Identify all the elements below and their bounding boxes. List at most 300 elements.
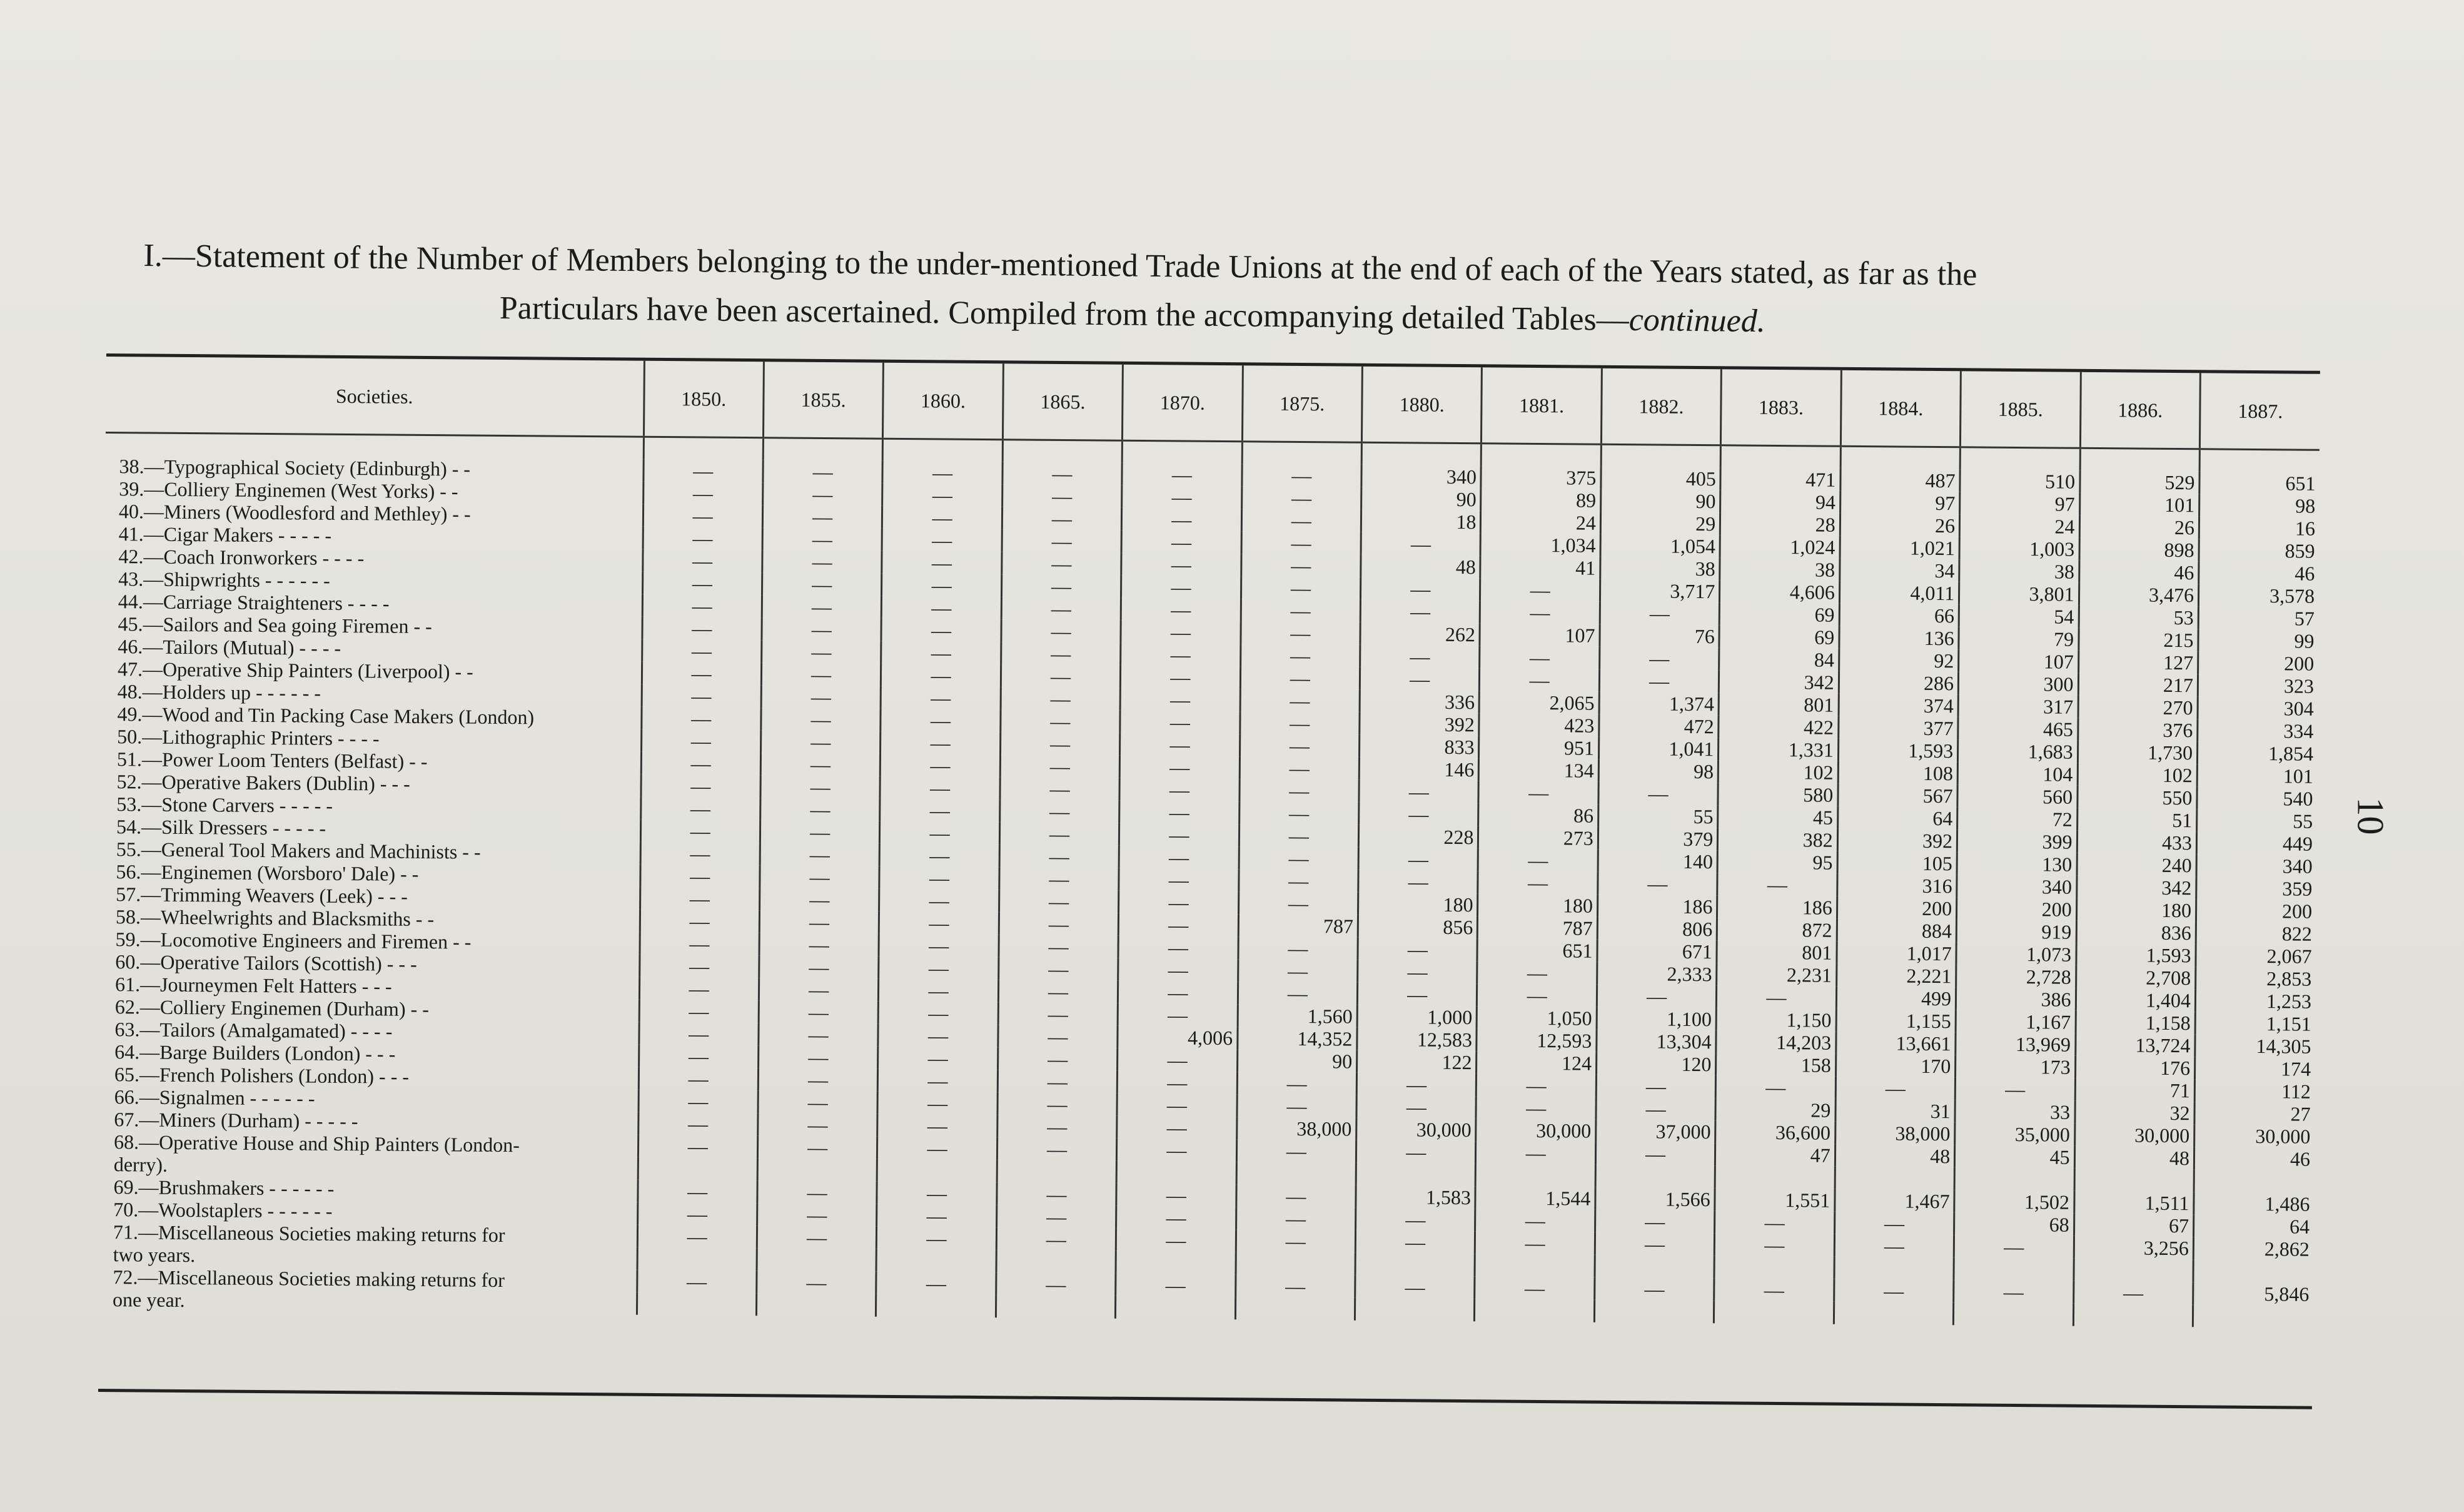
member-count-cell: 340	[1361, 465, 1482, 489]
member-count-cell: 471	[1720, 467, 1840, 491]
member-count-cell: —	[1361, 532, 1481, 556]
member-count-cell	[996, 1250, 1116, 1274]
member-count-cell: 32	[2074, 1101, 2194, 1125]
member-count-cell: —	[880, 776, 1000, 800]
member-count-cell: 107	[1480, 623, 1600, 647]
member-count-cell: —	[1118, 936, 1238, 960]
member-count-cell: 28	[1720, 512, 1840, 536]
member-count-cell: —	[1239, 801, 1359, 825]
member-count-cell: 859	[2199, 539, 2319, 562]
member-count-cell: 215	[2078, 628, 2198, 652]
member-count-cell: —	[639, 932, 759, 956]
title-continued: continued.	[1628, 302, 1766, 340]
member-count-cell: —	[1475, 1231, 1595, 1255]
member-count-cell: 14,203	[1716, 1030, 1836, 1054]
member-count-cell: —	[1236, 1139, 1356, 1163]
member-count-cell: —	[878, 1047, 998, 1070]
society-name-cell: 69.—Brushmakers - - - - - -	[113, 1175, 335, 1200]
member-count-cell: —	[759, 1023, 879, 1047]
member-count-cell: —	[1360, 600, 1480, 624]
member-count-cell: 127	[2078, 651, 2198, 674]
member-count-cell: —	[1599, 647, 1719, 671]
member-count-cell: —	[1117, 1071, 1237, 1095]
column-header-year: 1881.	[1482, 367, 1602, 444]
column-header-year: 1885.	[1961, 371, 2081, 448]
member-count-cell: —	[760, 753, 881, 776]
member-count-cell: 1,566	[1595, 1187, 1715, 1211]
member-count-cell: —	[999, 822, 1119, 846]
member-count-cell: 336	[1360, 690, 1480, 714]
member-count-cell: —	[642, 572, 762, 596]
member-count-cell: —	[1241, 576, 1361, 600]
member-count-cell: 200	[1837, 896, 1957, 920]
member-count-cell: 37,000	[1596, 1120, 1716, 1144]
member-count-cell: —	[762, 572, 882, 596]
column-header-year: 1855.	[763, 362, 883, 439]
member-count-cell: 884	[1837, 919, 1957, 943]
member-count-cell: —	[1001, 597, 1121, 621]
member-count-cell: —	[642, 594, 762, 618]
society-name-cell: 53.—Stone Carvers - - - - -	[116, 793, 333, 817]
member-count-cell: 3,256	[2074, 1236, 2194, 1260]
member-count-cell: 55	[1598, 804, 1719, 828]
society-name-cell: 66.—Signalmen - - - - - -	[114, 1085, 315, 1110]
member-count-cell: —	[1001, 687, 1121, 711]
member-count-cell: 1,000	[1357, 1005, 1477, 1029]
member-count-cell: —	[879, 911, 999, 935]
member-count-cell	[1595, 1255, 1715, 1279]
society-name-cell: 42.—Coach Ironworkers - - - -	[118, 545, 365, 570]
member-count-cell: 68	[1954, 1212, 2074, 1236]
member-count-cell: —	[2073, 1281, 2193, 1305]
society-name-cell: 56.—Enginemen (Worsboro' Dale) - -	[116, 860, 419, 885]
member-count-cell: —	[762, 550, 882, 574]
member-count-cell: —	[1121, 666, 1241, 689]
member-count-cell: —	[1480, 668, 1600, 692]
member-count-cell	[1116, 1251, 1236, 1275]
member-count-cell	[1116, 1296, 1236, 1320]
member-count-cell	[1475, 1299, 1595, 1322]
member-count-cell	[1834, 1257, 1954, 1281]
member-count-cell: 30,000	[2194, 1124, 2315, 1148]
member-count-cell: —	[1238, 869, 1358, 893]
member-count-cell: —	[641, 729, 761, 753]
member-count-cell: 67	[2074, 1214, 2194, 1237]
member-count-cell	[1355, 1298, 1475, 1322]
member-count-cell: —	[1595, 1232, 1715, 1256]
member-count-cell: —	[1475, 1276, 1595, 1300]
member-count-cell: —	[1358, 848, 1478, 871]
member-count-cell: —	[1596, 1075, 1716, 1098]
member-count-cell: —	[758, 1113, 878, 1137]
member-count-cell: —	[1240, 779, 1360, 803]
member-count-cell: —	[1477, 1073, 1597, 1097]
member-count-cell: —	[1480, 646, 1600, 669]
member-count-cell: —	[639, 1000, 759, 1023]
member-count-cell	[996, 1295, 1116, 1319]
member-count-cell: —	[762, 617, 882, 641]
member-count-cell: 382	[1718, 828, 1838, 851]
member-count-cell: —	[1117, 1139, 1237, 1162]
member-count-cell: 1,041	[1598, 737, 1719, 761]
member-count-cell: 16	[2199, 516, 2319, 540]
member-count-cell: —	[999, 867, 1119, 891]
society-name-cell: 47.—Operative Ship Painters (Liverpool) - -	[117, 657, 473, 683]
member-count-cell	[1714, 1301, 1834, 1324]
society-name-cell: 39.—Colliery Enginemen (West Yorks) - -	[119, 477, 458, 503]
member-count-cell: 94	[1720, 490, 1840, 514]
member-count-cell: —	[642, 639, 762, 663]
member-count-cell: —	[1116, 1274, 1236, 1297]
member-count-cell: 651	[1477, 938, 1597, 962]
member-count-cell: 787	[1238, 914, 1358, 938]
member-count-cell: —	[998, 1002, 1118, 1026]
member-count-cell: 84	[1719, 647, 1839, 671]
member-count-cell: 262	[1360, 622, 1480, 646]
member-count-cell: —	[1595, 1142, 1715, 1166]
member-count-cell: 1,467	[1835, 1189, 1955, 1213]
member-count-cell: 120	[1596, 1052, 1716, 1076]
member-count-cell: —	[1121, 598, 1241, 622]
member-count-cell: 98	[1598, 759, 1719, 783]
member-count-cell: —	[1000, 732, 1120, 756]
member-count-cell: 286	[1839, 671, 1959, 695]
member-count-cell: 180	[1478, 893, 1598, 917]
member-count-cell: —	[1475, 1209, 1595, 1232]
member-count-cell: —	[877, 1114, 997, 1138]
member-count-cell: —	[881, 731, 1001, 755]
member-count-cell: —	[998, 957, 1118, 981]
society-name-cell: 50.—Lithographic Printers - - - -	[117, 725, 380, 750]
society-name-cell: 70.—Woolstaplers - - - - - -	[113, 1198, 333, 1222]
member-count-cell	[1835, 1167, 1955, 1190]
member-count-cell: —	[1237, 1072, 1357, 1095]
member-count-cell: —	[642, 684, 762, 708]
member-count-cell: —	[757, 1225, 877, 1249]
member-count-cell: —	[882, 484, 1002, 507]
member-count-cell: —	[763, 460, 883, 484]
member-count-cell: 1,486	[2194, 1192, 2314, 1215]
member-count-cell: —	[1596, 1097, 1716, 1121]
member-count-cell: —	[1241, 531, 1361, 555]
member-count-cell: 510	[1960, 469, 2080, 493]
member-count-cell: —	[879, 979, 999, 1003]
member-count-cell: 1,155	[1836, 1009, 1956, 1033]
member-count-cell: —	[1118, 1048, 1238, 1072]
member-count-cell: 1,100	[1597, 1007, 1717, 1031]
member-count-cell: —	[880, 799, 1000, 823]
member-count-cell: —	[640, 887, 760, 911]
member-count-cell: —	[1241, 621, 1361, 645]
member-count-cell: —	[881, 664, 1001, 688]
member-count-cell: 433	[2077, 831, 2197, 855]
member-count-cell: 48	[1835, 1144, 1955, 1168]
member-count-cell: —	[1241, 599, 1361, 622]
member-count-cell: —	[638, 1112, 758, 1136]
member-count-cell: 55	[2197, 809, 2317, 833]
member-count-cell: 36,600	[1715, 1120, 1835, 1144]
member-count-cell: 567	[1838, 784, 1958, 808]
society-name-cell: 64.—Barge Builders (London) - - -	[114, 1040, 396, 1065]
member-count-cell: 30,000	[1356, 1118, 1477, 1142]
member-count-cell: —	[758, 1068, 878, 1092]
member-count-cell: —	[997, 1182, 1117, 1206]
society-name-cell: 51.—Power Loom Tenters (Belfast) - -	[116, 748, 428, 773]
member-count-cell: —	[1119, 778, 1240, 802]
member-count-cell: —	[759, 888, 879, 911]
member-count-cell: 806	[1597, 917, 1717, 941]
member-count-cell: —	[1237, 1094, 1357, 1118]
member-count-cell: —	[760, 843, 880, 866]
member-count-cell: —	[1002, 462, 1123, 485]
member-count-cell	[757, 1248, 877, 1272]
member-count-cell: —	[639, 1045, 759, 1068]
member-count-cell: 1,021	[1840, 536, 1960, 560]
member-count-cell: 3,717	[1600, 579, 1720, 603]
member-count-cell: 24	[1959, 514, 2079, 538]
member-count-cell: 919	[1956, 920, 2076, 943]
member-count-cell: 170	[1835, 1054, 1956, 1078]
member-count-cell: —	[881, 619, 1001, 642]
member-count-cell: 41	[1480, 556, 1600, 579]
member-count-cell: 173	[1956, 1055, 2076, 1078]
member-count-cell: 130	[1957, 852, 2077, 876]
member-count-cell: 108	[1838, 761, 1958, 785]
member-count-cell: —	[760, 775, 881, 799]
column-header-year: 1882.	[1601, 368, 1721, 445]
member-count-cell: 2,065	[1480, 691, 1600, 714]
member-count-cell: 146	[1359, 758, 1479, 781]
society-name-cell: 57.—Trimming Weavers (Leek) - - -	[116, 883, 408, 908]
member-count-cell: 1,003	[1959, 537, 2079, 561]
member-count-cell: 317	[1958, 694, 2078, 718]
member-count-cell: 2,231	[1717, 963, 1837, 987]
member-count-cell: 122	[1357, 1050, 1477, 1074]
member-count-cell: —	[1001, 709, 1121, 733]
member-count-cell: —	[1118, 981, 1238, 1005]
member-count-cell: —	[1239, 824, 1359, 848]
member-count-cell: —	[996, 1272, 1116, 1296]
member-count-cell: —	[882, 551, 1002, 575]
member-count-cell: —	[1120, 711, 1240, 734]
member-count-cell: —	[880, 821, 1000, 845]
member-count-cell: 14,352	[1237, 1027, 1357, 1050]
member-count-cell: —	[1954, 1235, 2074, 1259]
column-header-year: 1875.	[1242, 365, 1362, 442]
member-count-cell: 98	[2199, 494, 2320, 517]
member-count-cell: 898	[2079, 538, 2199, 562]
society-name-cell: 58.—Wheelwrights and Blacksmiths - -	[115, 905, 435, 931]
member-count-cell: —	[1002, 552, 1122, 576]
member-count-cell: —	[1116, 1206, 1236, 1230]
member-count-cell: —	[1238, 959, 1358, 983]
member-count-cell: —	[1236, 1229, 1356, 1253]
member-count-cell: 64	[1837, 806, 1957, 830]
member-count-cell: 26	[1840, 514, 1960, 537]
member-count-cell: —	[1356, 1140, 1476, 1164]
member-count-cell: —	[1119, 801, 1240, 824]
society-name-cell: 44.—Carriage Straighteners - - - -	[118, 590, 390, 615]
member-count-cell: —	[637, 1180, 757, 1204]
member-count-cell: 1,050	[1477, 1006, 1597, 1030]
member-count-cell: 379	[1598, 827, 1718, 851]
column-header-year: 1860.	[883, 363, 1003, 440]
member-count-cell: —	[1120, 688, 1240, 712]
member-count-cell: 228	[1358, 825, 1478, 849]
member-count-cell: 34	[1839, 559, 1959, 582]
member-count-cell: 29	[1715, 1098, 1835, 1122]
member-count-cell: 24	[1481, 510, 1601, 534]
society-name-cell: 38.—Typographical Society (Edinburgh) - -	[119, 455, 471, 480]
member-count-cell: 951	[1479, 736, 1599, 759]
member-count-cell: 359	[2196, 876, 2316, 900]
society-name-cell: 41.—Cigar Makers - - - - -	[118, 522, 332, 547]
member-count-cell: —	[643, 482, 763, 505]
member-count-cell: —	[1715, 1233, 1835, 1257]
member-count-cell: —	[643, 459, 763, 483]
society-name-cell: 48.—Holders up - - - - - -	[117, 680, 321, 704]
member-count-cell: 176	[2075, 1056, 2195, 1080]
member-count-cell: —	[999, 845, 1119, 868]
member-count-cell	[1235, 1297, 1355, 1321]
society-name-cell: 55.—General Tool Makers and Machinists - -	[116, 838, 481, 863]
member-count-cell: —	[1000, 777, 1120, 801]
member-count-cell: —	[639, 1090, 759, 1114]
member-count-cell: —	[882, 461, 1002, 485]
member-count-cell: —	[1358, 938, 1478, 961]
member-count-cell: 14,305	[2195, 1034, 2315, 1058]
member-count-cell: —	[996, 1227, 1116, 1251]
member-count-cell: 38,000	[1236, 1117, 1356, 1140]
member-count-cell: —	[1834, 1212, 1954, 1235]
member-count-cell: 1,502	[1954, 1190, 2074, 1214]
member-count-cell: 465	[1958, 717, 2078, 741]
member-count-cell: 375	[1481, 465, 1601, 489]
member-count-cell: 1,511	[2074, 1191, 2194, 1215]
member-count-cell: 3,801	[1959, 582, 2079, 606]
member-count-cell: —	[1834, 1279, 1954, 1303]
member-count-cell: 560	[1957, 784, 2078, 808]
member-count-cell: 376	[2078, 718, 2198, 742]
member-count-cell: —	[761, 662, 881, 686]
member-count-cell: 1,551	[1715, 1188, 1835, 1212]
member-count-cell: —	[637, 1202, 757, 1226]
member-count-cell: —	[1359, 780, 1479, 804]
member-count-cell	[637, 1292, 757, 1316]
society-name-cell: 62.—Colliery Enginemen (Durham) - -	[114, 995, 430, 1021]
member-count-cell: 1,017	[1837, 941, 1957, 965]
member-count-cell: 801	[1717, 940, 1837, 964]
member-count-cell: 45	[1955, 1145, 2075, 1169]
member-count-cell: —	[997, 1047, 1118, 1071]
member-count-cell: —	[760, 865, 880, 889]
society-name-cell: 60.—Operative Tailors (Scottish) - - -	[115, 950, 417, 975]
member-count-cell: —	[1355, 1230, 1475, 1254]
member-count-cell: —	[1001, 664, 1121, 688]
member-count-cell: 38	[1600, 557, 1720, 581]
member-count-cell: 472	[1599, 714, 1719, 738]
member-count-cell	[1954, 1167, 2074, 1191]
member-count-cell: —	[640, 842, 760, 866]
society-name-cell: 46.—Tailors (Mutual) - - - -	[118, 635, 341, 659]
column-header-year: 1850.	[644, 361, 764, 438]
member-count-cell: 342	[1719, 670, 1839, 694]
member-count-cell: 3,476	[2079, 583, 2199, 607]
member-count-cell	[1834, 1302, 1954, 1326]
member-count-cell: —	[882, 574, 1002, 597]
title-line-2-text: Particulars have been ascertained. Compiled from the accompanying detailed Tables—	[499, 290, 1630, 338]
member-count-cell: 45	[1718, 805, 1838, 829]
member-count-cell: —	[1595, 1277, 1715, 1301]
member-count-cell: 240	[2077, 853, 2197, 877]
member-count-cell: 2,708	[2076, 966, 2196, 990]
member-count-cell: —	[1360, 645, 1480, 669]
member-count-cell: —	[757, 1271, 877, 1294]
member-count-cell: 787	[1478, 916, 1598, 940]
member-count-cell: 26	[2079, 515, 2199, 539]
member-count-cell	[638, 1157, 758, 1181]
member-count-cell: 5,846	[2193, 1282, 2313, 1306]
member-count-cell: 2,853	[2196, 967, 2316, 990]
member-count-cell: 89	[1481, 488, 1601, 512]
member-count-cell: —	[761, 708, 881, 731]
member-count-cell	[877, 1159, 997, 1183]
member-count-cell: —	[882, 529, 1002, 552]
member-count-cell	[2073, 1304, 2193, 1327]
member-count-cell: —	[1240, 644, 1360, 667]
member-count-cell: —	[757, 1135, 877, 1159]
member-count-cell	[1116, 1161, 1236, 1185]
member-count-cell: —	[1002, 484, 1122, 508]
society-name-cell: 67.—Miners (Durham) - - - - -	[114, 1108, 358, 1133]
member-count-cell: 392	[1360, 713, 1480, 736]
member-count-cell: —	[1122, 508, 1242, 532]
column-header-year: 1880.	[1361, 367, 1482, 444]
member-count-cell: —	[1478, 781, 1598, 804]
member-count-cell: 833	[1360, 735, 1480, 759]
society-name-cell: 72.—Miscellaneous Societies making returns for	[113, 1266, 505, 1292]
society-name-cell: derry).	[113, 1153, 168, 1176]
member-count-cell	[2074, 1169, 2194, 1192]
member-count-cell: —	[1001, 642, 1121, 666]
member-count-cell: —	[763, 482, 883, 506]
member-count-cell: 872	[1717, 918, 1837, 941]
member-count-cell: —	[1240, 666, 1360, 690]
member-count-cell: 69	[1719, 602, 1839, 626]
member-count-cell: 107	[1959, 649, 2079, 673]
member-count-cell: —	[758, 1045, 878, 1069]
member-count-cell: —	[759, 978, 879, 1002]
member-count-cell: —	[877, 1092, 997, 1115]
society-name-cell: 43.—Shipwrights - - - - - -	[118, 567, 330, 592]
member-count-cell: —	[1476, 1096, 1596, 1120]
member-count-cell: —	[762, 527, 882, 551]
member-count-cell: 1,583	[1356, 1185, 1476, 1209]
member-count-cell: 27	[2194, 1102, 2315, 1125]
member-count-cell	[1236, 1162, 1356, 1185]
member-count-cell: —	[760, 730, 881, 754]
membership-table	[99, 357, 2320, 1328]
society-name-cell: 40.—Miners (Woodlesford and Methley) - -	[118, 500, 471, 525]
member-count-cell: —	[762, 640, 882, 664]
table-body	[99, 432, 2320, 1327]
member-count-cell: 300	[1958, 672, 2078, 696]
member-count-cell: 1,167	[1956, 1010, 2076, 1033]
member-count-cell: 46	[2199, 561, 2319, 585]
member-count-cell: 29	[1600, 512, 1720, 535]
member-count-cell: 801	[1719, 693, 1839, 716]
member-count-cell: 1,560	[1238, 1004, 1358, 1028]
